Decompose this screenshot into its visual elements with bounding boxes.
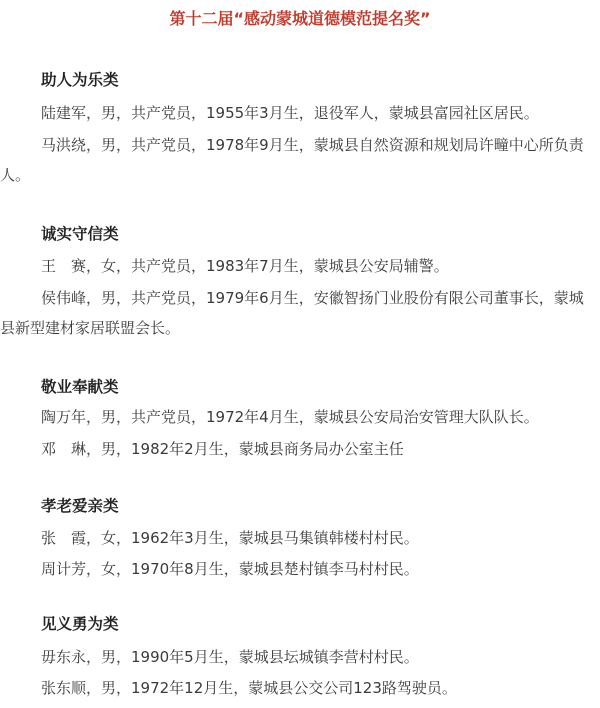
nominee-entry (41, 402, 561, 432)
nominee-text: 陶万年，男，共产党员，1972年4月生，蒙城县公安局治安管理大队队长。 (41, 408, 539, 426)
nominee-entry (41, 523, 561, 553)
category-heading-helping-others: 助人为乐类 (41, 71, 119, 89)
category-heading-dedication: 敬业奉献类 (41, 378, 119, 396)
nominee-text: 张东顺，男，1972年12月生，蒙城县公交公司123路驾驶员。 (41, 679, 457, 697)
nominee-text: 侯伟峰，男，共产党员，1979年6月生，安徽智扬门业股份有限公司董事长，蒙城 (41, 289, 584, 307)
nominee-text: 周计芳，女，1970年8月生，蒙城县楚村镇李马村村民。 (41, 560, 419, 578)
nominee-text: 陆建军，男，共产党员，1955年3月生，退役军人，蒙城县富园社区居民。 (41, 104, 539, 122)
nominee-entry (41, 98, 561, 128)
category-heading-honesty: 诚实守信类 (41, 225, 119, 243)
nominee-text-continued: 人。 (0, 166, 31, 184)
nominee-text: 毋东永，男，1990年5月生，蒙城县坛城镇李营村村民。 (41, 648, 419, 666)
nominee-text-continued: 县新型建材家居联盟会长。 (0, 319, 181, 337)
nominee-entry (41, 434, 561, 464)
nominee-text: 张 霞，女，1962年3月生，蒙城县马集镇韩楼村村民。 (41, 529, 419, 547)
nominee-entry (0, 130, 584, 190)
nominee-entry (0, 283, 584, 343)
nominee-entry (41, 673, 561, 703)
category-heading-bravery: 见义勇为类 (41, 615, 119, 633)
nominee-text: 邓 琳，男，1982年2月生，蒙城县商务局办公室主任 (41, 440, 404, 458)
document-title: 第十二届“感动蒙城道德模范提名奖” (169, 9, 431, 28)
category-heading-filial-piety: 孝老爱亲类 (41, 497, 119, 515)
nominee-text: 马洪绕，男，共产党员，1978年9月生，蒙城县自然资源和规划局许疃中心所负责 (41, 136, 584, 154)
nominee-entry (41, 251, 561, 281)
nominee-text: 王 赛，女，共产党员，1983年7月生，蒙城县公安局辅警。 (41, 257, 449, 275)
nominee-entry (41, 642, 561, 672)
nominee-entry (41, 554, 561, 584)
